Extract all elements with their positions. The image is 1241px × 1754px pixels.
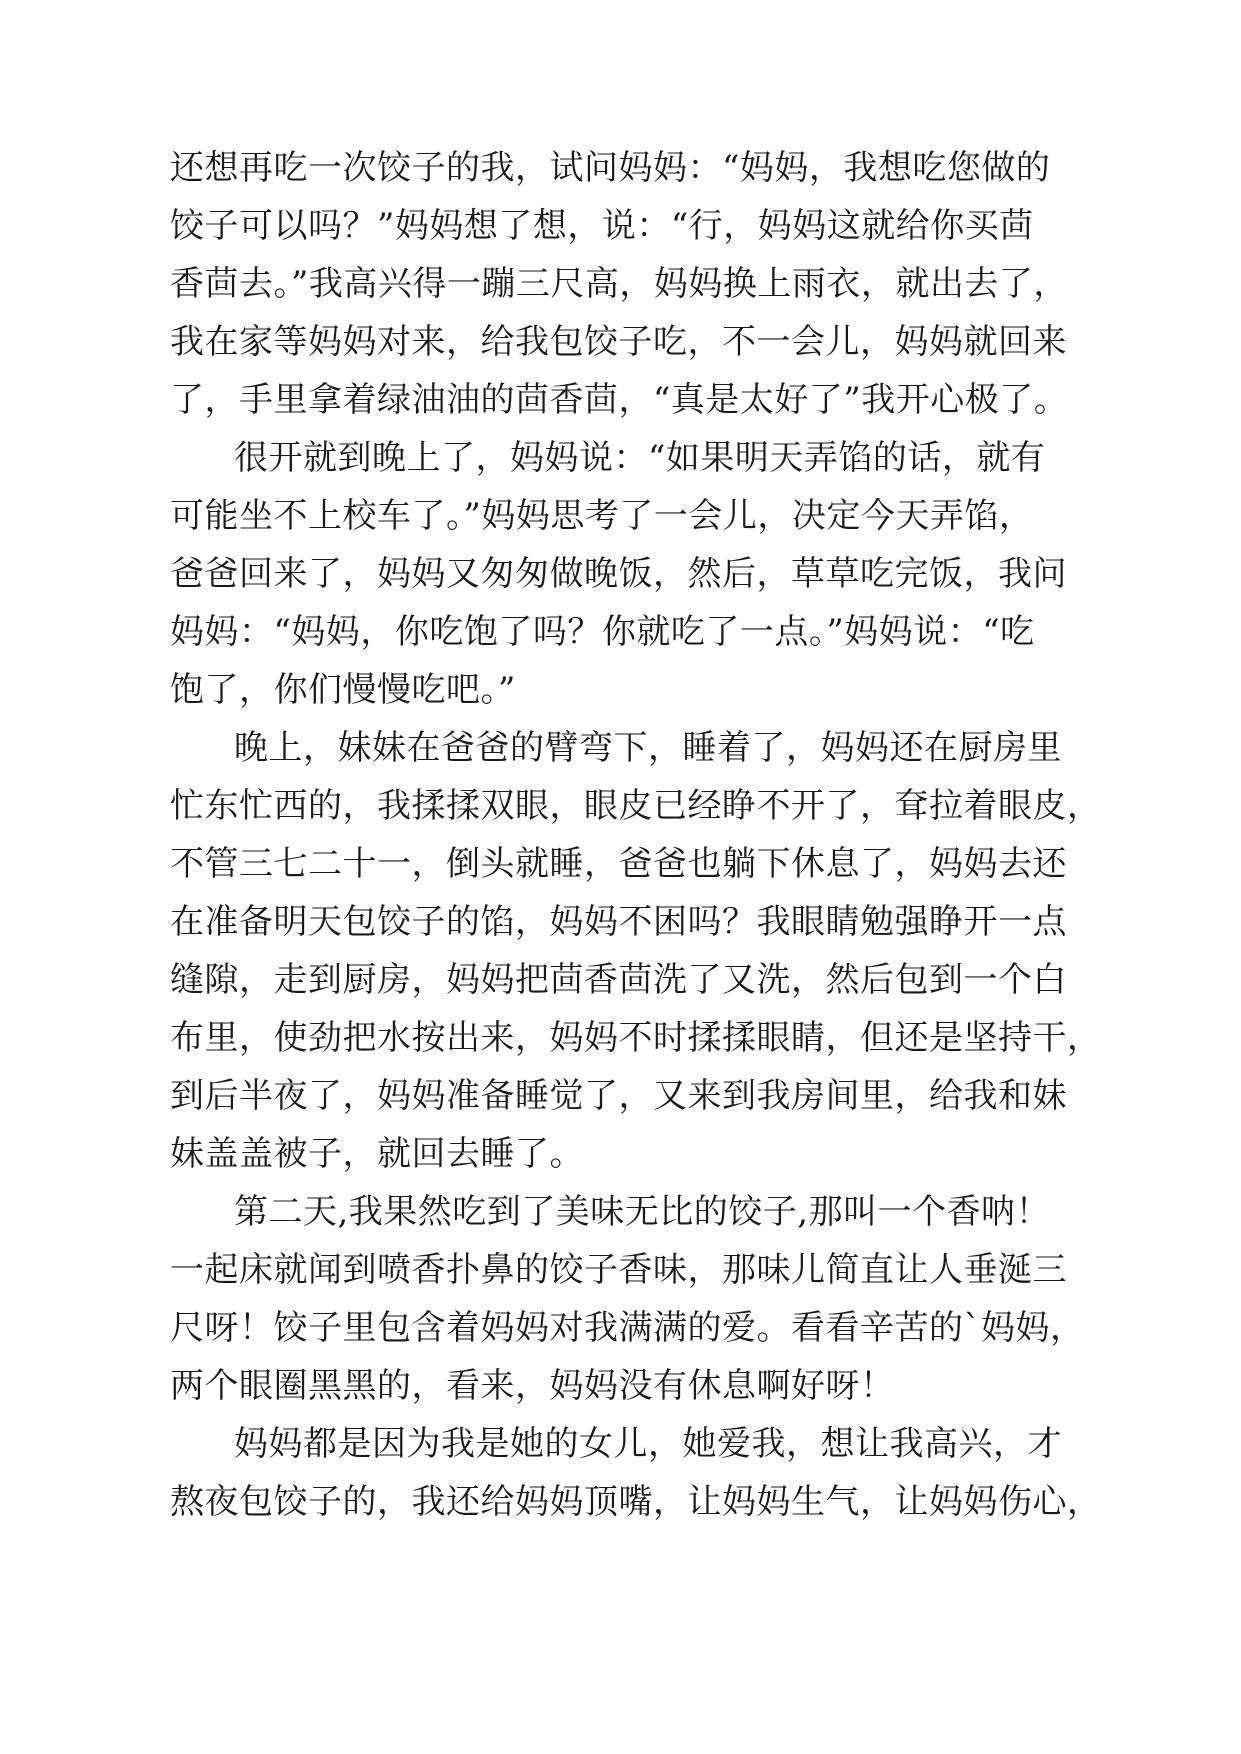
text-line: 尺呀！饺子里包含着妈妈对我满满的爱。看看辛苦的`妈妈， [170, 1308, 1085, 1348]
text-line: 两个眼圈黑黑的，看来，妈妈没有休息啊好呀！ [170, 1366, 895, 1406]
text-line: 香茴去。”我高兴得一蹦三尺高，妈妈换上雨衣，就出去了， [170, 264, 1068, 304]
text-line: 忙东忙西的，我揉揉双眼，眼皮已经睁不开了，耷拉着眼皮， [170, 786, 1102, 826]
text-line: 不管三七二十一，倒头就睡，爸爸也躺下休息了，妈妈去还 [170, 844, 1067, 884]
text-line: 在准备明天包饺子的馅，妈妈不困吗？我眼睛勉强睁开一点 [170, 902, 1067, 942]
paragraph-first-line: 第二天,我果然吃到了美味无比的饺子,那叫一个香呐！ [234, 1192, 1051, 1232]
paragraph-first-line: 晚上，妹妹在爸爸的臂弯下，睡着了，妈妈还在厨房里 [234, 728, 1062, 768]
text-line: 了，手里拿着绿油油的茴香茴，“真是太好了”我开心极了。 [170, 380, 1069, 420]
text-line: 还想再吃一次饺子的我，试问妈妈：“妈妈，我想吃您做的 [170, 148, 1051, 188]
text-line: 熬夜包饺子的，我还给妈妈顶嘴，让妈妈生气，让妈妈伤心， [170, 1482, 1102, 1522]
text-line: 妈妈：“妈妈，你吃饱了吗？你就吃了一点。”妈妈说：“吃 [170, 612, 1035, 652]
text-line: 我在家等妈妈对来，给我包饺子吃，不一会儿，妈妈就回来 [170, 322, 1067, 362]
text-line: 一起床就闻到喷香扑鼻的饺子香味，那味儿简直让人垂涎三 [170, 1250, 1067, 1290]
text-line: 布里，使劲把水按出来，妈妈不时揉揉眼睛，但还是坚持干， [170, 1018, 1102, 1058]
text-line: 爸爸回来了，妈妈又匆匆做晚饭，然后，草草吃完饭，我问 [170, 554, 1067, 594]
text-line: 饺子可以吗？”妈妈想了想，说：“行，妈妈这就给你买茴 [170, 206, 1034, 246]
text-line: 缝隙，走到厨房，妈妈把茴香茴洗了又洗，然后包到一个白 [170, 960, 1067, 1000]
paragraph-first-line: 妈妈都是因为我是她的女儿，她爱我，想让我高兴，才 [234, 1424, 1062, 1464]
text-line: 可能坐不上校车了。”妈妈思考了一会儿，决定今天弄馅， [170, 496, 1034, 536]
paragraph-first-line: 很开就到晚上了，妈妈说：“如果明天弄馅的话，就有 [234, 438, 1046, 478]
text-line: 妹盖盖被子，就回去睡了。 [170, 1134, 584, 1174]
text-line: 饱了，你们慢慢吃吧。” [170, 670, 516, 710]
text-line: 到后半夜了，妈妈准备睡觉了，又来到我房间里，给我和妹 [170, 1076, 1067, 1116]
